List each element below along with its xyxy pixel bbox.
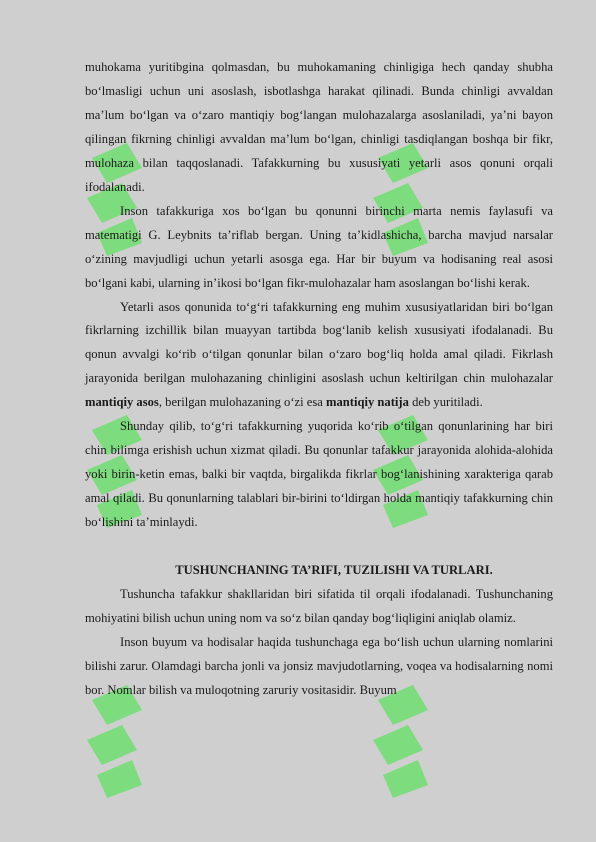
paragraph (85, 583, 553, 631)
paragraph-group (85, 583, 553, 703)
paragraph (85, 56, 553, 200)
text-run: Inson buyum va hodisalar haqida tushunchaga ega bo‘lish uchun ularning nomlarini bilishi zarur. Olamdagi barcha jonli va jonsiz mavjudotlarning, voqea va hodisalarning nomi bor. Nomlar bilish va muloqotning zaruriy vositasidir. Buyum (85, 634, 553, 697)
paragraph (85, 631, 553, 703)
section-heading: TUSHUNCHANING TA’RIFI, TUZILISHI VA TURLARI. (175, 563, 493, 577)
paragraph-group (85, 56, 553, 535)
text-run: muhokama yuritibgina qolmasdan, bu muhokamaning chinligiga hech qanday shubha bo‘lmasligi uchun uni asoslash, isbotlashga harakat qilinadi. Bunda chinligi avvaldan ma’lum bo‘lgan va o‘zaro mantiqiy bog‘langan mulohazalarga asoslaniladi, ya’ni bayon qilingan fikrning chinligi avvaldan ma’lum bo‘lgan, chinligi tasdiqlangan boshqa bir fikr, mulohaza bilan taqqoslanadi. Tafakkurning bu xususiyati yetarli asos qonuni orqali ifodalanadi. (85, 60, 553, 194)
document-body (85, 56, 553, 703)
text-run: Tushuncha tafakkur shakllaridan biri sifatida til orqali ifodalanadi. Tushunchaning mohiyatini bilish uchun uning nom va so‘z bilan qanday bog‘liqligini aniqlab olamiz. (85, 586, 553, 625)
text-run: Shunday qilib, to‘g‘ri tafakkurning yuqorida ko‘rib o‘tilgan qonunlarining har biri chin bilimga erishish uchun xizmat qiladi. Bu qonunlar tafakkur jarayonida alohida-alohida yoki birin-ketin emas, balki bir vaqtda, birgalikda fikrlar bog‘lanishining xarakteriga qarab amal qiladi. Bu qonunlarning talablari bir-birini to‘ldirgan holda mantiqiy tafakkurning chin bo‘lishini ta’minlaydi. (85, 419, 553, 530)
blank-line (85, 535, 553, 559)
text-run: Yetarli asos qonunida to‘g‘ri tafakkurning eng muhim xususiyatlaridan biri bo‘lgan fikrlarning izchillik bilan muayyan tartibda bog‘lanib kelish xususiyati ifodalanadi. Bu qonun avvalgi ko‘rib o‘tilgan qonunlar bilan o‘zaro bog‘liq holda amal qiladi. Fikrlash jarayonida berilgan mulohazaning chinligini asoslash uchun keltirilgan chin mulohazalar (85, 299, 553, 386)
bold-term: mantiqiy asos (85, 395, 159, 410)
text-run: deb yuritiladi. (408, 395, 483, 410)
text-run: Inson tafakkuriga xos bo‘lgan bu qonunni birinchi marta nemis faylasufi va matematigi G. Leybnits ta’riflab bergan. Uning ta’kidlashicha, barcha mavjud narsalar o‘zining mavjudligi uchun yetarli asosga ega. Har bir buyum va hodisaning real asosi bo‘lgani kabi, ularning in’ikosi bo‘lgan fikr-mulohazalar ham asoslangan bo‘lishi kerak. (85, 203, 553, 290)
paragraph (85, 415, 553, 535)
bold-term: mantiqiy natija (326, 395, 409, 410)
paragraph (85, 200, 553, 296)
text-run: , berilgan mulohazaning o‘zi esa (158, 395, 326, 410)
paragraph (85, 296, 553, 416)
